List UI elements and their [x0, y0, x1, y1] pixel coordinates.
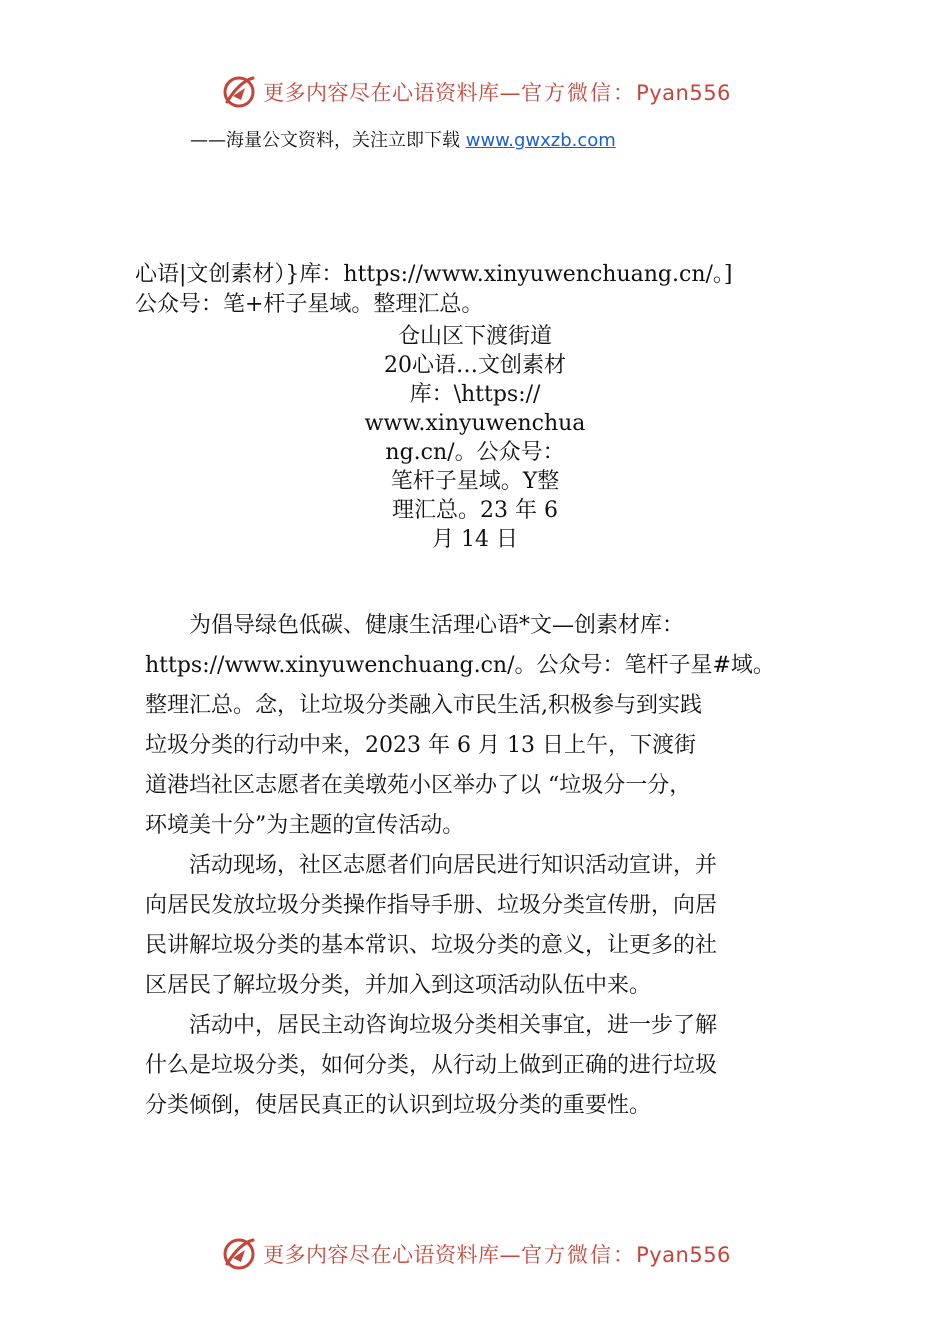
intro-text: [135, 260, 732, 320]
intro-line: 公众号：笔+杆子星域。整理汇总。: [135, 292, 484, 317]
banner-text: [263, 1239, 731, 1269]
body-line: 活动中，居民主动咨询垃圾分类相关事宜，进一步了解: [189, 1013, 718, 1038]
pen-swirl-logo-icon: [219, 72, 259, 112]
body-line: 活动现场，社区志愿者们向居民进行知识活动宣讲，并: [189, 853, 718, 878]
title-line: 理汇总。23 年 6: [392, 498, 558, 523]
header-banner: [0, 70, 950, 114]
banner-official-label: 官方微信：: [521, 1243, 637, 1267]
body-line: 环境美十分”为主题的宣传活动。: [145, 813, 465, 838]
body-line: 垃圾分类的行动中来，2023 年 6 月 13 日上午，下渡街: [145, 733, 696, 758]
footer-banner: [0, 1232, 950, 1276]
body-line: https://www.xinyuwenchuang.cn/。公众号：笔杆子星#域。: [145, 653, 775, 678]
title-line: 月 14 日: [432, 527, 518, 552]
title-line: 库：\https://: [409, 382, 541, 407]
article-body: [145, 606, 835, 1126]
banner-wechat-id: Pyan556: [636, 1243, 731, 1267]
banner-title: 更多内容尽在心语资料库—: [263, 81, 522, 105]
banner-title: 更多内容尽在心语资料库—: [263, 1243, 522, 1267]
body-line: 什么是垃圾分类，如何分类，从行动上做到正确的进行垃圾: [145, 1053, 718, 1078]
body-line: 区居民了解垃圾分类，并加入到这项活动队伍中来。: [145, 973, 652, 998]
pen-swirl-logo-icon: [219, 1234, 259, 1274]
title-line: www.xinyuwenchua: [364, 411, 586, 436]
title-line: 20心语…文创素材: [384, 353, 566, 378]
intro-line: 心语|文创素材）}库：https://www.xinyuwenchuang.cn/。]: [135, 262, 733, 287]
sub-banner-text: ——海量公文资料，关注立即下载: [190, 130, 466, 151]
banner-text: [263, 77, 731, 107]
body-line: 分类倾倒，使居民真正的认识到垃圾分类的重要性。: [145, 1093, 652, 1118]
paragraph-2: [145, 846, 835, 1006]
title-line: 笔杆子星域。Y整: [390, 469, 560, 494]
title-block: [330, 322, 620, 554]
gwxzb-link[interactable]: www.gwxzb.com: [465, 130, 616, 151]
banner-official-label: 官方微信：: [521, 81, 637, 105]
body-line: 民讲解垃圾分类的基本常识、垃圾分类的意义，让更多的社: [145, 933, 718, 958]
body-line: 为倡导绿色低碳、健康生活理心语*文—创素材库：: [189, 613, 685, 638]
title-line: ng.cn/。公众号：: [385, 440, 565, 465]
body-line: 向居民发放垃圾分类操作指导手册、垃圾分类宣传册，向居: [145, 893, 718, 918]
paragraph-3: [145, 1006, 835, 1126]
paragraph-1: [145, 606, 835, 846]
body-line: 道港垱社区志愿者在美墩苑小区举办了以 “垃圾分一分，: [145, 773, 692, 798]
title-line: 仓山区下渡街道: [397, 324, 552, 349]
body-line: 整理汇总。念，让垃圾分类融入市民生活,积极参与到实践: [145, 693, 702, 718]
sub-banner: [190, 126, 616, 152]
banner-wechat-id: Pyan556: [636, 81, 731, 105]
